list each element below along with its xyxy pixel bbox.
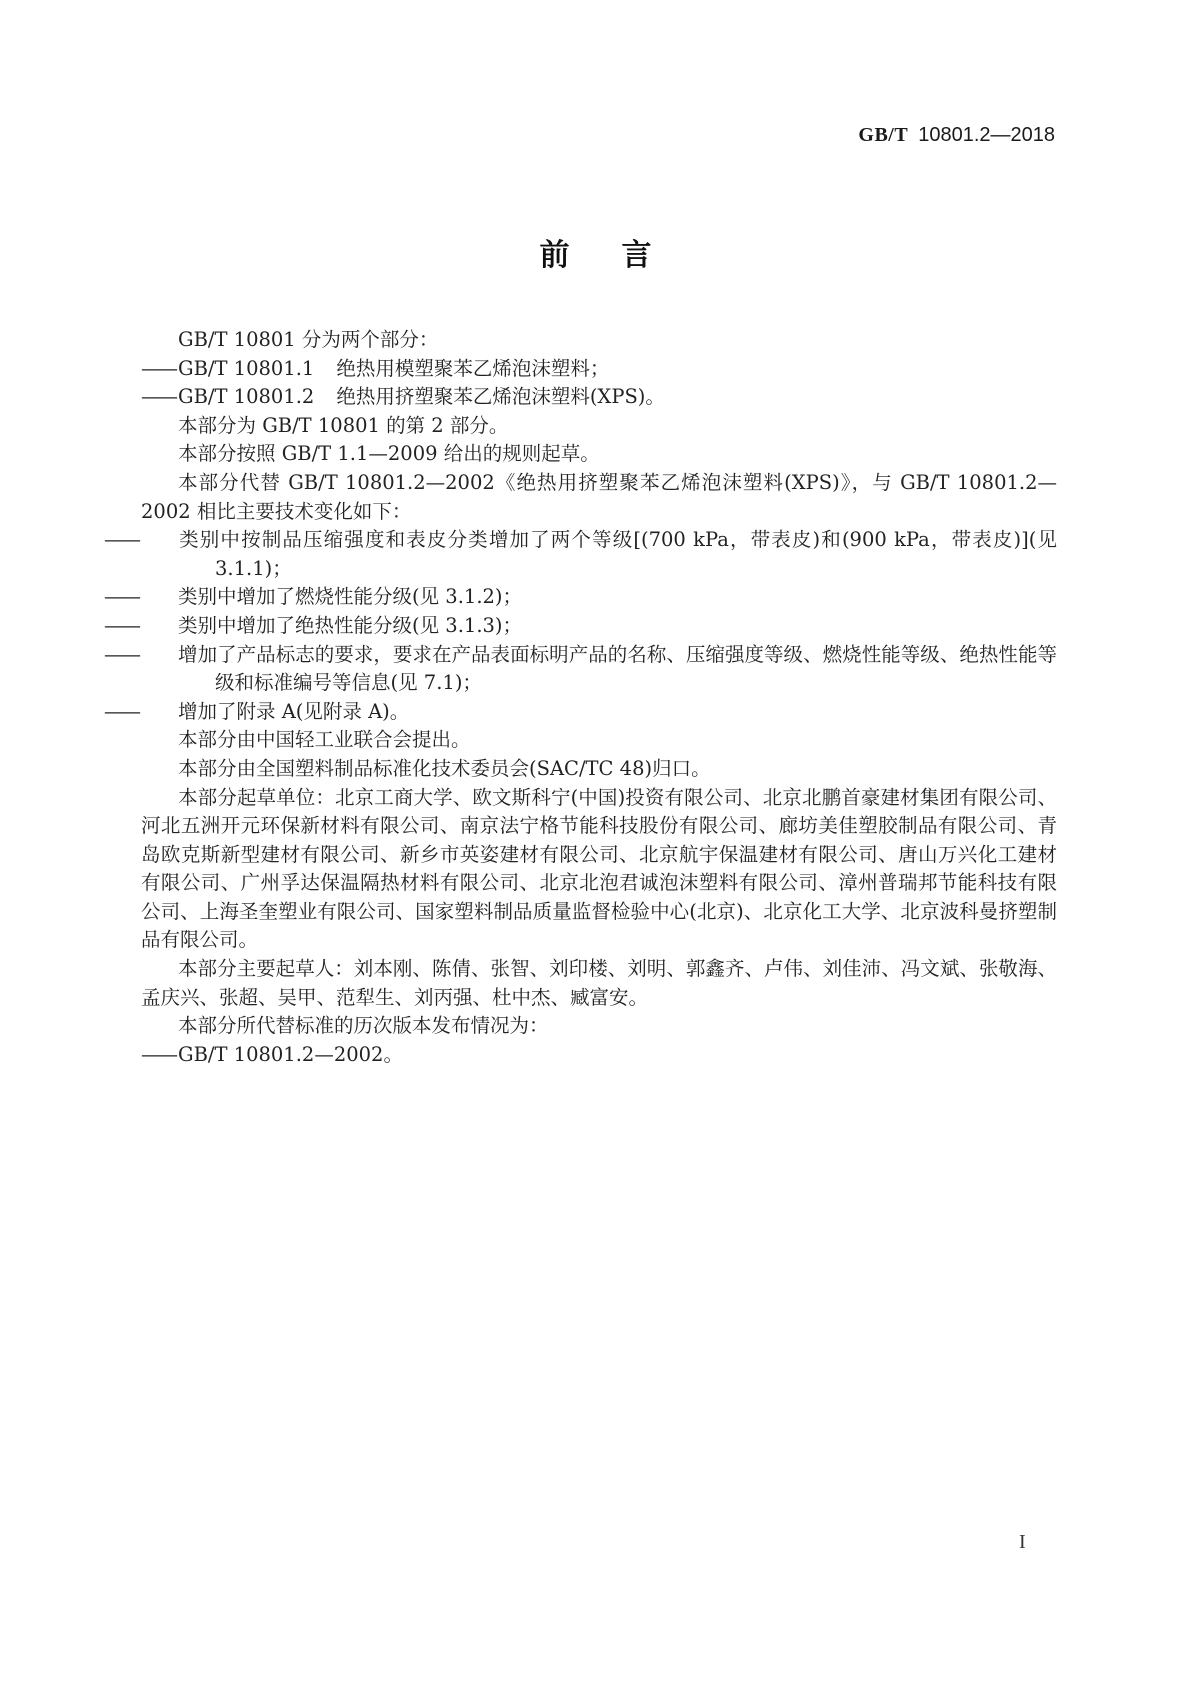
- list-item-previous-edition: [141, 1041, 1057, 1070]
- part-2-title: 绝热用挤塑聚苯乙烯泡沫塑料(XPS)。: [336, 385, 665, 409]
- em-dash-marker: ——: [104, 699, 139, 723]
- change-marking-text: 增加了产品标志的要求，要求在产品表面标明产品的名称、压缩强度等级、燃烧性能等级、绝热性能等级和标准编号等信息(见 7.1)；: [178, 642, 1057, 695]
- list-item-part-1: [141, 355, 1057, 384]
- em-dash-marker: ——: [104, 642, 139, 666]
- list-item-change-annex: [104, 698, 1057, 727]
- paragraph-under-jurisdiction: 本部分由全国塑料制品标准化技术委员会(SAC/TC 48)归口。: [178, 756, 711, 780]
- part-1-title: 绝热用模塑聚苯乙烯泡沫塑料；: [336, 356, 610, 380]
- part-2-code: GB/T 10801.2: [178, 385, 315, 409]
- page-number: I: [1019, 1531, 1026, 1553]
- em-dash-marker: ——: [141, 1042, 176, 1066]
- paragraph-drafting-organizations: 本部分起草单位：北京工商大学、欧文斯科宁(中国)投资有限公司、北京北鹏首豪建材集团有限公司、河北五洲开元环保新材料有限公司、南京法宁格节能科技股份有限公司、廊坊美佳塑胶制品有限公司、青岛欧克斯新型建材有限公司、新乡市英姿建材有限公司、北京航宇保温建材有限公司、唐山万兴化工建材有限公司、广州孚达保温隔热材料有限公司、北京北泡君诚泡沫塑料有限公司、漳州普瑞邦节能科技有限公司、上海圣奎塑业有限公司、国家塑料制品质量监督检验中心(北京)、北京化工大学、北京波科曼挤塑制品有限公司。: [141, 785, 1057, 952]
- title-char-2: 言: [621, 238, 704, 273]
- paragraph-drafting-rules: 本部分按照 GB/T 1.1—2009 给出的规则起草。: [178, 442, 600, 466]
- em-dash-marker: ——: [104, 585, 139, 609]
- change-grades-text: 类别中按制品压缩强度和表皮分类增加了两个等级[(700 kPa，带表皮)和(900 kPa，带表皮)](见 3.1.1)；: [178, 528, 1057, 580]
- change-insulation-text: 类别中增加了绝热性能分级(见 3.1.3)；: [178, 613, 523, 637]
- change-annex-text: 增加了附录 A(见附录 A)。: [178, 699, 410, 723]
- em-dash-marker: ——: [141, 356, 176, 380]
- foreword-body: [104, 326, 1057, 1069]
- part-1-code: GB/T 10801.1: [178, 356, 315, 380]
- list-item-change-marking: [104, 641, 1057, 698]
- list-item-change-fire: [104, 583, 1057, 612]
- paragraph-proposed-by: 本部分由中国轻工业联合会提出。: [178, 728, 471, 752]
- paragraph-replaces: 本部分代替 GB/T 10801.2—2002《绝热用挤塑聚苯乙烯泡沫塑料(XPS)》，与 GB/T 10801.2—2002 相比主要技术变化如下：: [141, 470, 1057, 523]
- change-fire-text: 类别中增加了燃烧性能分级(见 3.1.2)；: [178, 585, 523, 609]
- standard-code-number: 10801.2—2018: [918, 124, 1055, 146]
- title-char-1: 前: [539, 238, 622, 273]
- page-title: [0, 230, 1191, 274]
- list-item-part-2: [141, 383, 1057, 412]
- paragraph-parts-intro: GB/T 10801 分为两个部分：: [178, 328, 439, 351]
- list-item-change-insulation: [104, 612, 1057, 641]
- paragraph-previous-editions: 本部分所代替标准的历次版本发布情况为：: [178, 1014, 549, 1038]
- paragraph-this-part: 本部分为 GB/T 10801 的第 2 部分。: [178, 413, 509, 437]
- standard-code-prefix: GB/T: [858, 124, 909, 146]
- previous-edition-text: GB/T 10801.2—2002。: [178, 1042, 403, 1066]
- em-dash-marker: ——: [104, 613, 139, 637]
- list-item-change-grades: [104, 526, 1057, 583]
- em-dash-marker: ——: [141, 385, 176, 409]
- em-dash-marker: ——: [104, 528, 139, 552]
- standard-number-header: [858, 124, 1055, 147]
- paragraph-main-drafters: 本部分主要起草人：刘本刚、陈倩、张智、刘印楼、刘明、郭鑫齐、卢伟、刘佳沛、冯文斌、张敬海、孟庆兴、张超、吴甲、范犁生、刘丙强、杜中杰、臧富安。: [141, 957, 1057, 1009]
